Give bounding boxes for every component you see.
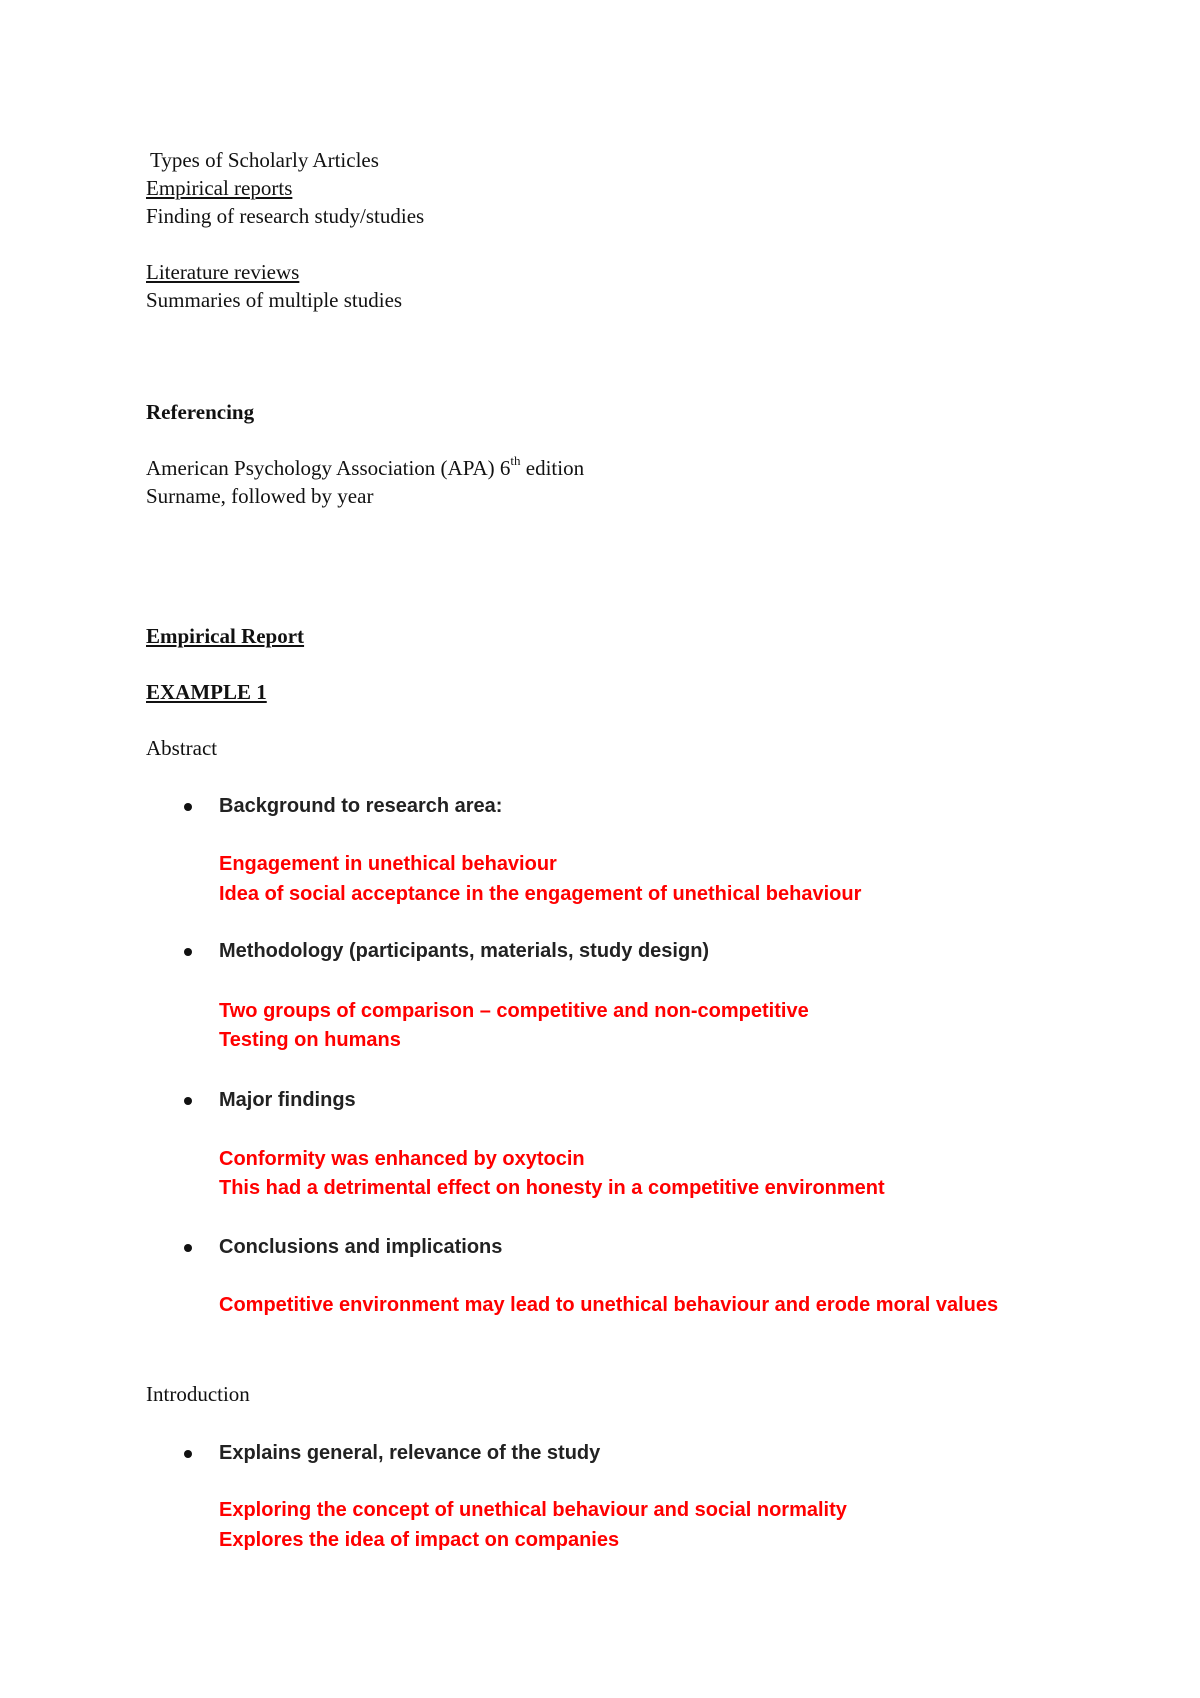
types-heading: Types of Scholarly Articles	[150, 148, 379, 172]
surname-line: Surname, followed by year	[146, 484, 374, 508]
empirical-reports-title: Empirical reports	[146, 176, 293, 200]
annotation-note: Explores the idea of impact on companies	[219, 1529, 620, 1551]
annotation-note: Testing on humans	[219, 1029, 401, 1051]
bullet-label: Conclusions and implications	[219, 1236, 503, 1258]
abstract-label: Abstract	[146, 736, 218, 760]
annotation-note: Engagement in unethical behaviour	[219, 853, 557, 875]
example-heading: EXAMPLE 1	[146, 680, 267, 704]
apa-suffix: edition	[520, 456, 585, 480]
annotation-note: This had a detrimental effect on honesty in a competitive environment	[219, 1177, 885, 1199]
bullet-label: Methodology (participants, materials, study design)	[219, 940, 710, 962]
literature-reviews-description: Summaries of multiple studies	[146, 288, 403, 312]
bullet-label: Explains general, relevance of the study	[219, 1442, 601, 1464]
empirical-reports-description: Finding of research study/studies	[146, 204, 425, 228]
apa-line	[146, 454, 584, 482]
referencing-heading: Referencing	[146, 400, 255, 424]
apa-superscript: th	[510, 453, 521, 468]
annotation-note: Conformity was enhanced by oxytocin	[219, 1148, 585, 1170]
literature-reviews-title: Literature reviews	[146, 260, 300, 284]
empirical-report-heading: Empirical Report	[146, 624, 305, 648]
bullet-dot	[184, 803, 192, 811]
annotation-note: Idea of social acceptance in the engagement of unethical behaviour	[219, 883, 862, 905]
bullet-label: Background to research area:	[219, 795, 503, 817]
introduction-label: Introduction	[146, 1382, 250, 1406]
bullet-label: Major findings	[219, 1089, 356, 1111]
bullet-dot	[184, 1450, 192, 1458]
bullet-dot	[184, 1244, 192, 1252]
annotation-note: Two groups of comparison – competitive and non-competitive	[219, 1000, 809, 1022]
bullet-dot	[184, 948, 192, 956]
apa-prefix: American Psychology Association (APA) 6	[146, 456, 511, 480]
bullet-dot	[184, 1097, 192, 1105]
annotation-note: Exploring the concept of unethical behaviour and social normality	[219, 1499, 847, 1521]
annotation-note: Competitive environment may lead to unethical behaviour and erode moral values	[219, 1294, 999, 1316]
